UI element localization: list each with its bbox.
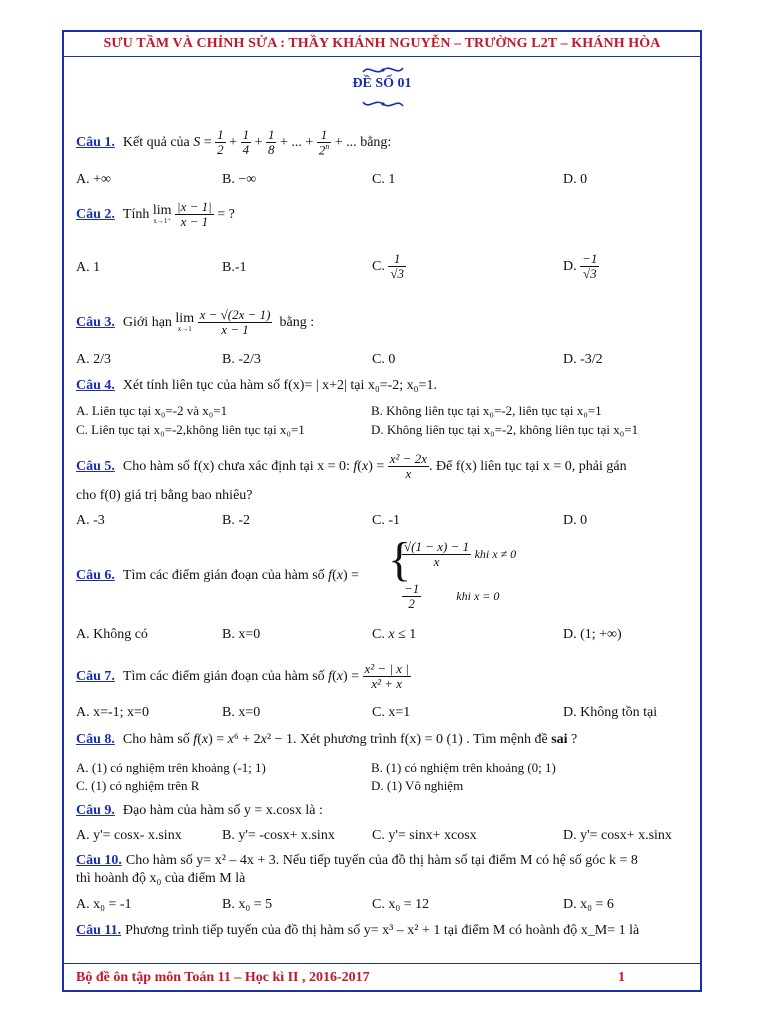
page-header: SƯU TẦM VÀ CHỈNH SỬA : THẦY KHÁNH NGUYỄN – TRƯỜNG L2T – KHÁNH HÒA (103, 36, 661, 51)
option-c[interactable]: C. x ≤ 1 (372, 627, 417, 642)
option-d[interactable]: D. Không tồn tại (563, 705, 658, 720)
option-d[interactable]: D. 0 (563, 513, 588, 528)
option-b[interactable]: B. Không liên tục tại x₀=-2, liên tục tại x₀=1 (371, 403, 602, 418)
question-label: Câu 6. (76, 568, 115, 583)
exam-title: ĐỀ SỐ 01 (352, 76, 412, 91)
option-c[interactable]: C. 1 (372, 172, 396, 187)
option-b[interactable]: B. (1) có nghiệm trên khoảng (0; 1) (371, 760, 556, 775)
question-label: Câu 4. (76, 378, 115, 393)
piecewise-case-1: $\frac{√(1 - x) - 1}{x}$ khi x ≠ 0 (404, 539, 517, 570)
option-b[interactable]: B. −∞ (222, 172, 257, 187)
option-b[interactable]: B. x=0 (222, 705, 261, 720)
option-c[interactable]: C. (1) có nghiệm trên R (76, 778, 200, 793)
option-d[interactable]: D. y'= cosx+ x.sinx (563, 828, 672, 843)
option-a[interactable]: A. 1 (76, 260, 101, 275)
option-c[interactable]: C. x=1 (372, 705, 411, 720)
option-b[interactable]: B. y'= -cosx+ x.sinx (222, 828, 335, 843)
option-a[interactable]: A. Không có (76, 627, 148, 642)
option-a[interactable]: A. (1) có nghiệm trên khoảng (-1; 1) (76, 760, 266, 775)
option-a[interactable]: A. 2/3 (76, 352, 111, 367)
option-a[interactable]: A. y'= cosx- x.sinx (76, 828, 182, 843)
option-d[interactable]: D. Không liên tục tại x₀=-2, không liên tục tại x₀=1 (371, 422, 639, 437)
option-b[interactable]: B. x=0 (222, 627, 261, 642)
option-c[interactable]: C. y'= sinx+ xcosx (372, 828, 477, 843)
question-4: Câu 4. Xét tính liên tục của hàm số f(x)= | x+2| tại x₀=-2; x₀=1. (76, 378, 437, 393)
option-d[interactable]: D. (1) Vô nghiệm (371, 778, 464, 793)
option-c[interactable]: C. x₀ = 12 (372, 897, 430, 912)
question-10: Câu 10. Cho hàm số y= x² – 4x + 3. Nếu tiếp tuyến của đồ thị hàm số tại điểm M có hệ số góc k = 8 (76, 853, 638, 868)
page-footer: Bộ đề ôn tập môn Toán 11 – Học kì II , 2016-2017 (76, 970, 370, 985)
option-c[interactable]: C. -1 (372, 513, 400, 528)
piecewise-brace: { (388, 533, 412, 586)
footer-rule (64, 963, 700, 964)
option-a[interactable]: A. +∞ (76, 172, 111, 187)
question-label: Câu 10. (76, 853, 122, 868)
question-6: Câu 6. Tìm các điểm gián đoạn của hàm số f(x) = (76, 568, 360, 583)
option-d[interactable]: D. $\frac{-1}{√3}$ (563, 251, 598, 282)
question-label: Câu 8. (76, 732, 115, 747)
question-5-line2: cho f(0) giá trị bằng bao nhiêu? (76, 488, 253, 503)
option-d[interactable]: D. (1; +∞) (563, 627, 622, 642)
option-d[interactable]: D. -3/2 (563, 352, 603, 367)
option-a[interactable]: A. x₀ = -1 (76, 897, 132, 912)
question-label: Câu 7. (76, 669, 115, 685)
option-a[interactable]: A. x=-1; x=0 (76, 705, 149, 720)
option-a[interactable]: A. Liên tục tại x₀=-2 và x₀=1 (76, 403, 228, 418)
question-9: Câu 9. Đạo hàm của hàm số y = x.cosx là : (76, 803, 323, 818)
option-c[interactable]: C. $\frac{1}{√3}$ (372, 251, 404, 282)
question-8: Câu 8. Cho hàm số f(x) = x⁶ + 2x² − 1. Xét phương trình f(x) = 0 (1) . Tìm mệnh đề sai ? (76, 732, 578, 747)
question-11: Câu 11. Phương trình tiếp tuyến của đồ thị hàm số y= x³ – x² + 1 tại điểm M có hoành độ x_M= 1 là (76, 923, 640, 938)
option-b[interactable]: B. x₀ = 5 (222, 897, 273, 912)
option-b[interactable]: B. -2 (222, 513, 250, 528)
question-2: Câu 2. Tính lim x→1⁺ $\frac{|x - 1|}{x - 1}$ = ? (76, 199, 235, 230)
question-label: Câu 9. (76, 803, 115, 818)
ornament-top-icon (361, 64, 405, 76)
question-7: Câu 7. Tìm các điểm gián đoạn của hàm số f(x) = $\frac{\text{x² − | x |}}{\text{x² + x}}$ (76, 661, 409, 692)
header-rule (64, 56, 700, 57)
piecewise-case-2: $\frac{-1}{2}$ khi x = 0 (404, 581, 500, 612)
question-label: Câu 3. (76, 315, 115, 331)
question-5: Câu 5. Cho hàm số f(x) chưa xác định tại x = 0: f(x) = $\frac{\text{x² − 2x}}{x}$ . Để f(x) liên tục tại x = 0, phải gán (76, 451, 627, 482)
option-c[interactable]: C. Liên tục tại x₀=-2,không liên tục tại x₀=1 (76, 422, 305, 437)
question-label: Câu 5. (76, 459, 115, 475)
question-1: Câu 1. Kết quả của S = $\frac{1}{2}$ + $\frac{1}{4}$ + $\frac{1}{8}$ + ... + $\frac{1}{2^n}$ + ... bằng: (76, 127, 392, 158)
option-a[interactable]: A. -3 (76, 513, 105, 528)
question-10-line2: thì hoành độ x₀ của điểm M là (76, 871, 246, 886)
option-d[interactable]: D. 0 (563, 172, 588, 187)
question-label: Câu 11. (76, 923, 122, 938)
option-b[interactable]: B.-1 (222, 260, 247, 275)
option-c[interactable]: C. 0 (372, 352, 396, 367)
question-label: Câu 2. (76, 207, 115, 223)
ornament-bottom-icon (361, 98, 405, 110)
option-d[interactable]: D. x₀ = 6 (563, 897, 614, 912)
question-3: Câu 3. Giới hạn lim x→1 $\frac{x - √(2x - 1)}{x - 1}$ bằng : (76, 307, 315, 338)
page-number: 1 (618, 970, 625, 985)
question-label: Câu 1. (76, 135, 115, 151)
option-b[interactable]: B. -2/3 (222, 352, 261, 367)
